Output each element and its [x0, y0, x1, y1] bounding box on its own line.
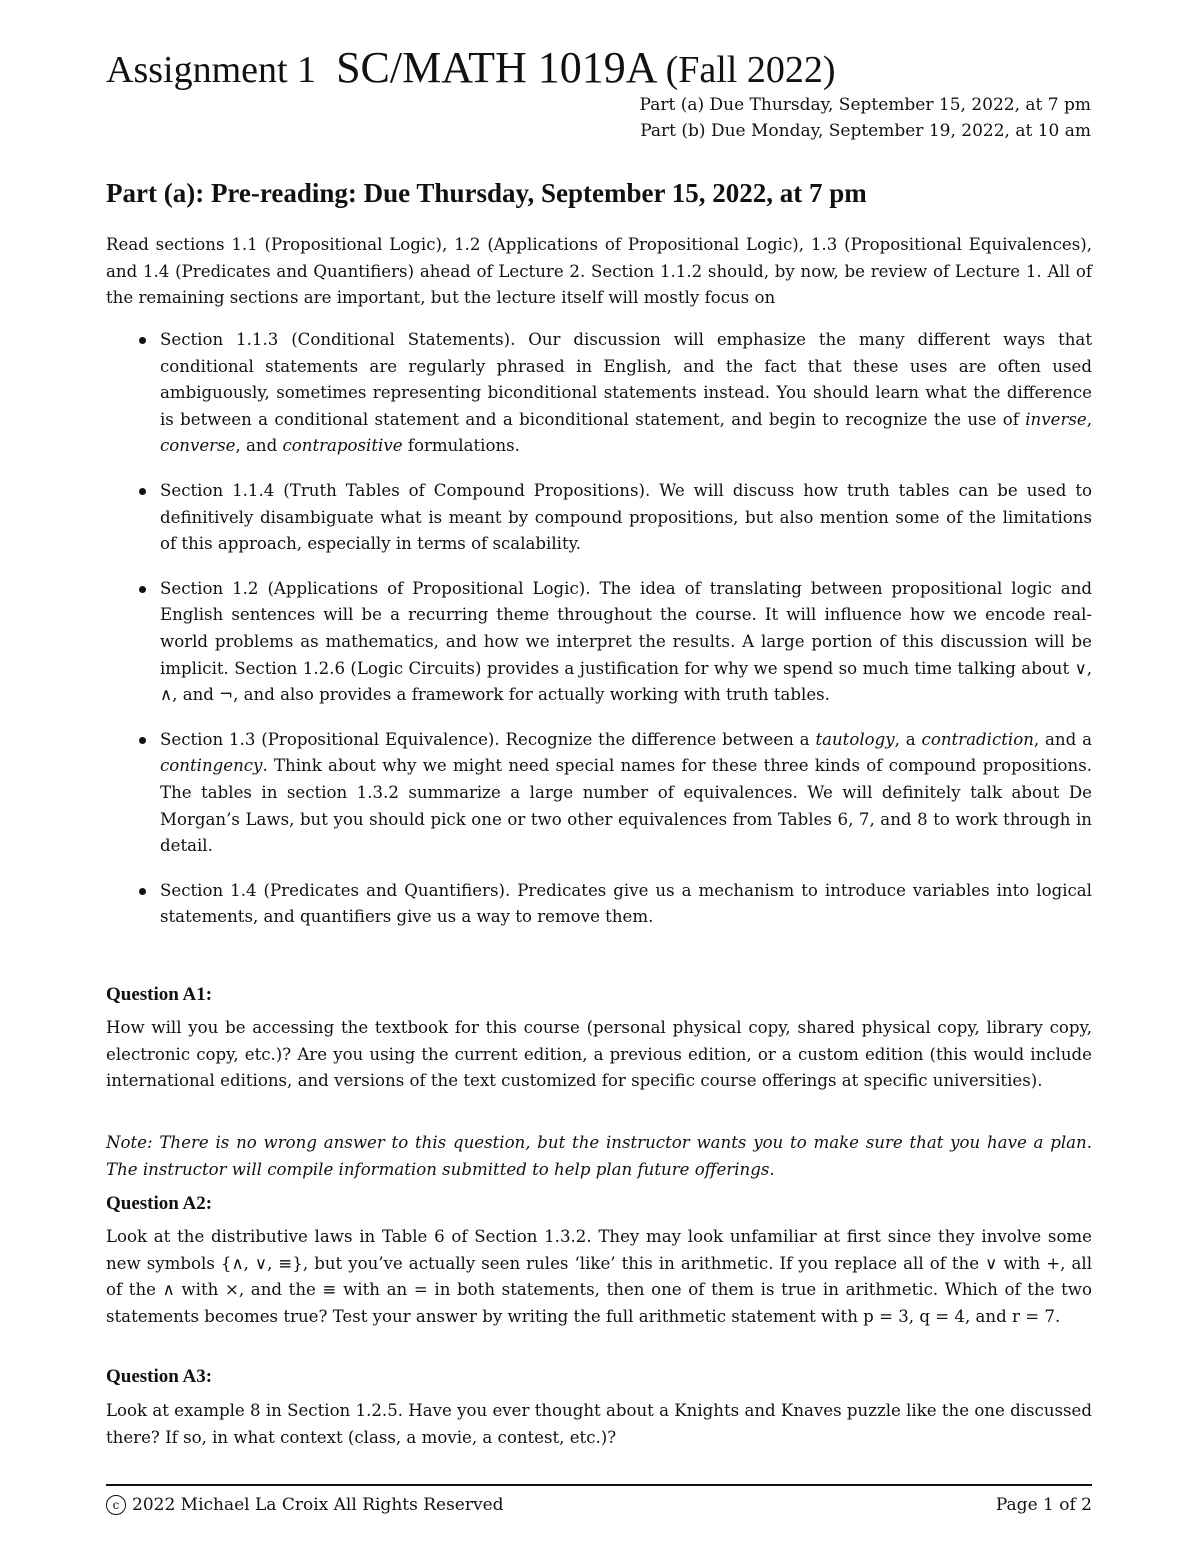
- copyright-icon: c: [106, 1495, 126, 1515]
- list-item: Section 1.1.3 (Conditional Statements). Our discussion will emphasize the many different ways that conditional statements are regularly phrased in English, and the fact that these uses are often used ambiguously, sometimes representing biconditional statements instead. You should learn what the difference is between a conditional statement and a biconditional statement, and begin to recognize the use of inverse, converse, and contrapositive formulations.: [106, 327, 1092, 460]
- due-date-part-a: Part (a) Due Thursday, September 15, 2022, at 7 pm: [639, 95, 1091, 115]
- question-a2-body: Look at the distributive laws in Table 6 of Section 1.3.2. They may look unfamiliar at first since they involve some new symbols {∧, ∨, ≡}, but you’ve actually seen rules ‘like’ this in arithmetic. If you replace all of the ∨ with +, all of the ∧ with ×, and the ≡ with an = in both statements, then one of them is true in arithmetic. Which of the two statements becomes true? Test your answer by writing the full arithmetic statement with p = 3, q = 4, and r = 7.: [106, 1227, 1092, 1326]
- course-term: (Fall 2022): [665, 49, 836, 91]
- list-item: Section 1.1.4 (Truth Tables of Compound Propositions). We will discuss how truth tables can be used to definitively disambiguate what is meant by compound propositions, but also mention some of the limitations of this approach, especially in terms of scalability.: [106, 478, 1092, 558]
- bullet-dot: [139, 337, 146, 344]
- list-item: Section 1.2 (Applications of Propositional Logic). The idea of translating between propositional logic and English sentences will be a recurring theme throughout the course. It will influence how we encode real-world problems as mathematics, and how we interpret the results. A large portion of this discussion will be implicit. Section 1.2.6 (Logic Circuits) provides a justification for why we spend so much time talking about ∨, ∧, and ¬, and also provides a framework for actually working with truth tables.: [106, 576, 1092, 709]
- due-date-part-b: Part (b) Due Monday, September 19, 2022, at 10 am: [640, 121, 1091, 141]
- question-a1-body: How will you be accessing the textbook for this course (personal physical copy, shared physical copy, library copy, electronic copy, etc.)? Are you using the current edition, a previous edition, or a custom edition (this would include international editions, and versions of the text customized for specific course offerings at specific universities).: [106, 1018, 1092, 1091]
- bullet-dot: [139, 737, 146, 744]
- part-a-heading: Part (a): Pre-reading: Due Thursday, September 15, 2022, at 7 pm: [106, 178, 867, 208]
- page-number: Page 1 of 2: [995, 1495, 1092, 1515]
- title-line: [106, 42, 836, 93]
- bullet-dot: [139, 586, 146, 593]
- bullet-dot: [139, 488, 146, 495]
- question-a3-body: Look at example 8 in Section 1.2.5. Have you ever thought about a Knights and Knaves puzzle like the one discussed there? If so, in what context (class, a movie, a contest, etc.)?: [106, 1401, 1092, 1447]
- question-a2-title: Question A2:: [106, 1193, 213, 1214]
- list-item: Section 1.4 (Predicates and Quantifiers). Predicates give us a mechanism to introduce variables into logical statements, and quantifiers give us a way to remove them.: [106, 878, 1092, 931]
- part-a-intro: Read sections 1.1 (Propositional Logic), 1.2 (Applications of Propositional Logic), 1.3 (Propositional Equivalences), and 1.4 (Predicates and Quantifiers) ahead of Lecture 2. Section 1.1.2 should, by now, be review of Lecture 1. All of the remaining sections are important, but the lecture itself will mostly focus on: [106, 235, 1092, 308]
- list-item: Section 1.3 (Propositional Equivalence). Recognize the difference between a tautology, a contradiction, and a contingency. Think about why we might need special names for these three kinds of compound propositions. The tables in section 1.3.2 summarize a large number of equivalences. We will definitely talk about De Morgan’s Laws, but you should pick one or two other equivalences from Tables 6, 7, and 8 to work through in detail.: [106, 727, 1092, 860]
- question-a1-title: Question A1:: [106, 984, 213, 1005]
- course-code: SC/MATH 1019A: [336, 43, 658, 92]
- footer-divider: [106, 1484, 1092, 1486]
- copyright-text: 2022 Michael La Croix All Rights Reserved: [132, 1495, 504, 1515]
- copyright-notice: [106, 1495, 504, 1515]
- reading-list: [106, 327, 1092, 949]
- bullet-dot: [139, 888, 146, 895]
- assignment-title: Assignment 1: [106, 49, 317, 91]
- due-dates: [640, 92, 1091, 144]
- question-a1-note: Note: There is no wrong answer to this question, but the instructor wants you to make sure that you have a plan. The instructor will compile information submitted to help plan future offerings.: [106, 1133, 1092, 1179]
- question-a3-title: Question A3:: [106, 1366, 213, 1387]
